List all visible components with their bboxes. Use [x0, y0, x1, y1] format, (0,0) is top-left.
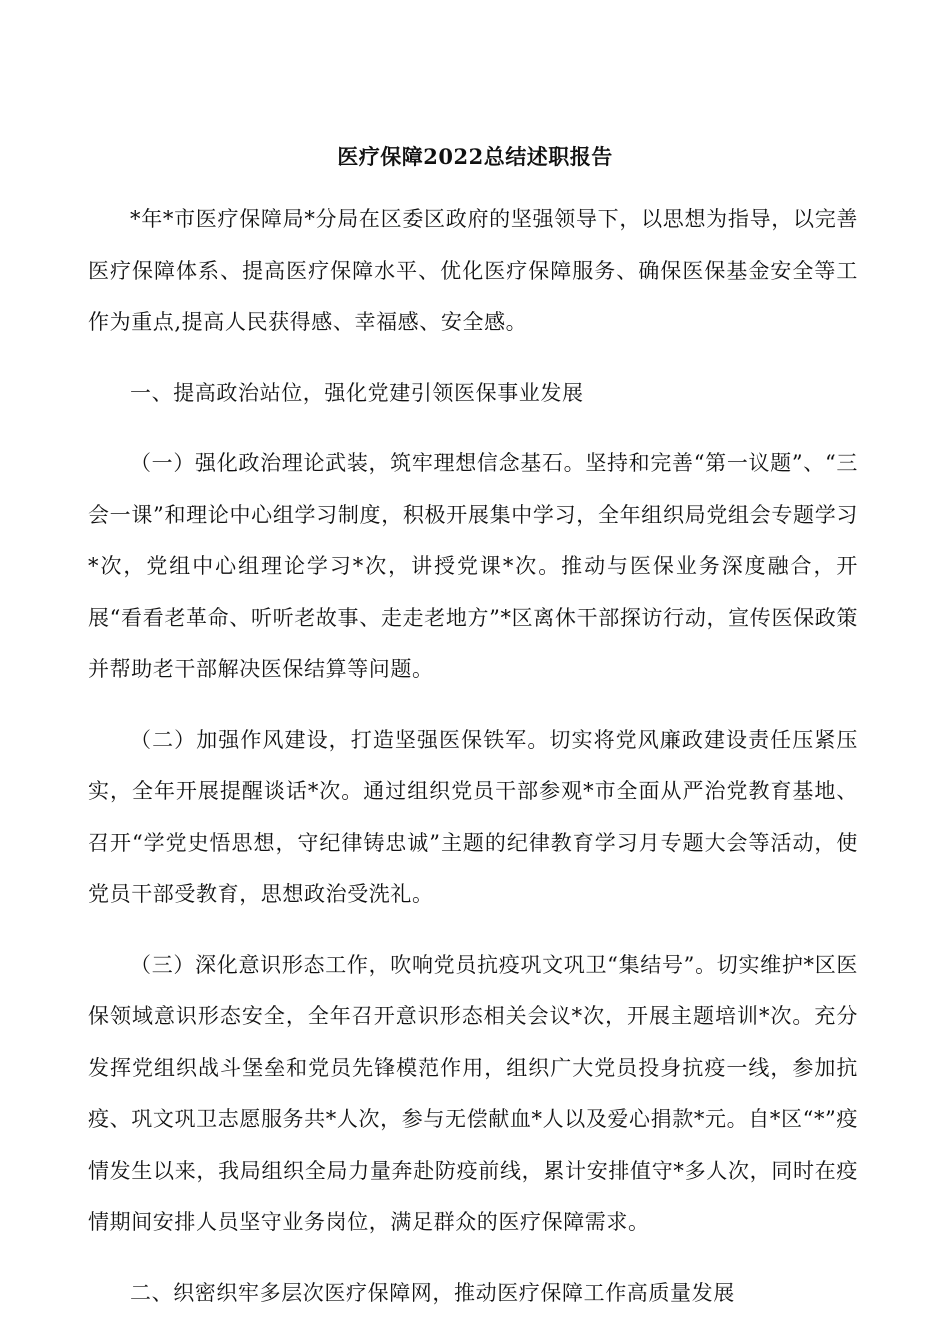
section-heading-2: 二、织密织牢多层次医疗保障网，推动医疗保障工作高质量发展 [130, 1280, 735, 1305]
subsection-paragraph-1: （一）强化政治理论武装，筑牢理想信念基石。坚持和完善“第一议题”、“三会一课”和理论中心组学习制度，积极开展集中学习，全年组织局党组会专题学习*次，党组中心组理论学习*次，讲授党课*次。推动与医保业务深度融合，开展“看看老革命、听听老故事、走走老地方”*区离休干部探访行动，宣传医保政策并帮助老干部解决医保结算等问题。 [88, 451, 858, 681]
intro-paragraph: *年*市医疗保障局*分局在区委区政府的坚强领导下，以思想为指导，以完善医疗保障体系、提高医疗保障水平、优化医疗保障服务、确保医保基金安全等工作为重点,提高人民获得感、幸福感、安全感。 [88, 207, 858, 334]
section-heading-1: 一、提高政治站位，强化党建引领医保事业发展 [130, 380, 584, 405]
document-body [88, 194, 858, 1338]
document-title: 医疗保障2022总结述职报告 [337, 144, 613, 169]
subsection-paragraph-2: （二）加强作风建设，打造坚强医保铁军。切实将党风廉政建设责任压紧压实，全年开展提醒谈话*次。通过组织党员干部参观*市全面从严治党教育基地、召开“学党史悟思想，守纪律铸忠诚”主题的纪律教育学习月专题大会等活动，使党员干部受教育，思想政治受洗礼。 [88, 727, 858, 906]
subsection-paragraph-3: （三）深化意识形态工作，吹响党员抗疫巩文巩卫“集结号”。切实维护*区医保领域意识形态安全，全年召开意识形态相关会议*次，开展主题培训*次。充分发挥党组织战斗堡垒和党员先锋模范作用，组织广大党员投身抗疫一线，参加抗疫、巩文巩卫志愿服务共*人次，参与无偿献血*人以及爱心捐款*元。自*区“*”疫情发生以来，我局组织全局力量奔赴防疫前线，累计安排值守*多人次，同时在疫情期间安排人员坚守业务岗位，满足群众的医疗保障需求。 [88, 952, 858, 1234]
